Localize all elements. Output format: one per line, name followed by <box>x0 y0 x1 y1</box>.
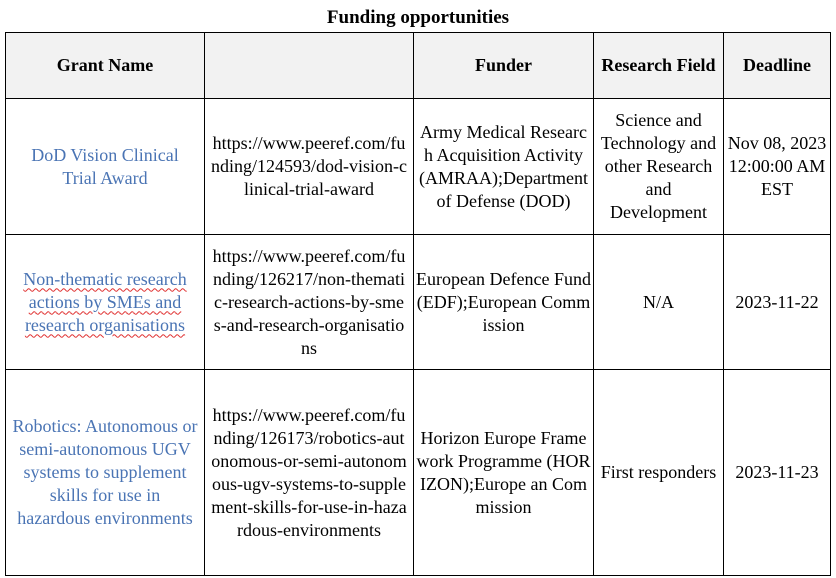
header-deadline: Deadline <box>724 33 831 99</box>
research-field-cell: First responders <box>594 370 724 576</box>
deadline-cell: 2023-11-23 <box>724 370 831 576</box>
grant-name-link[interactable]: DoD Vision Clinical Trial Award <box>6 99 205 235</box>
table-row <box>6 99 831 235</box>
research-field-cell: N/A <box>594 235 724 370</box>
deadline-cell: 2023-11-22 <box>724 235 831 370</box>
grant-url: https://www.peeref.com/funding/124593/dod-vision-clinical-trial-award <box>205 99 414 235</box>
grant-url: https://www.peeref.com/funding/126173/robotics-autonomous-or-semi-autonomous-ugv-systems-to-supplement-skills-for-use-in-hazardous-environments <box>205 370 414 576</box>
header-grant-name: Grant Name <box>6 33 205 99</box>
funder-cell: Army Medical Research Acquisition Activity (AMRAA);Department of Defense (DOD) <box>414 99 594 235</box>
grant-name-link[interactable]: Non-thematic research actions by SMEs and research organisations <box>6 235 205 370</box>
funder-cell: Horizon Europe Framework Programme (HORIZON);Europe an Commission <box>414 370 594 576</box>
header-research-field: Research Field <box>594 33 724 99</box>
header-url <box>205 33 414 99</box>
deadline-cell: Nov 08, 2023 12:00:00 AM EST <box>724 99 831 235</box>
funding-table <box>5 32 831 576</box>
table-row <box>6 370 831 576</box>
page-title: Funding opportunities <box>326 7 510 28</box>
table-row <box>6 235 831 370</box>
grant-url: https://www.peeref.com/funding/126217/non-thematic-research-actions-by-smes-and-research-organisations <box>205 235 414 370</box>
funder-cell: European Defence Fund (EDF);European Commission <box>414 235 594 370</box>
header-funder: Funder <box>414 33 594 99</box>
research-field-cell: Science and Technology and other Research and Development <box>594 99 724 235</box>
grant-name-link[interactable]: Robotics: Autonomous or semi-autonomous UGV systems to supplement skills for use in hazardous environments <box>6 370 205 576</box>
header-row <box>6 33 831 99</box>
